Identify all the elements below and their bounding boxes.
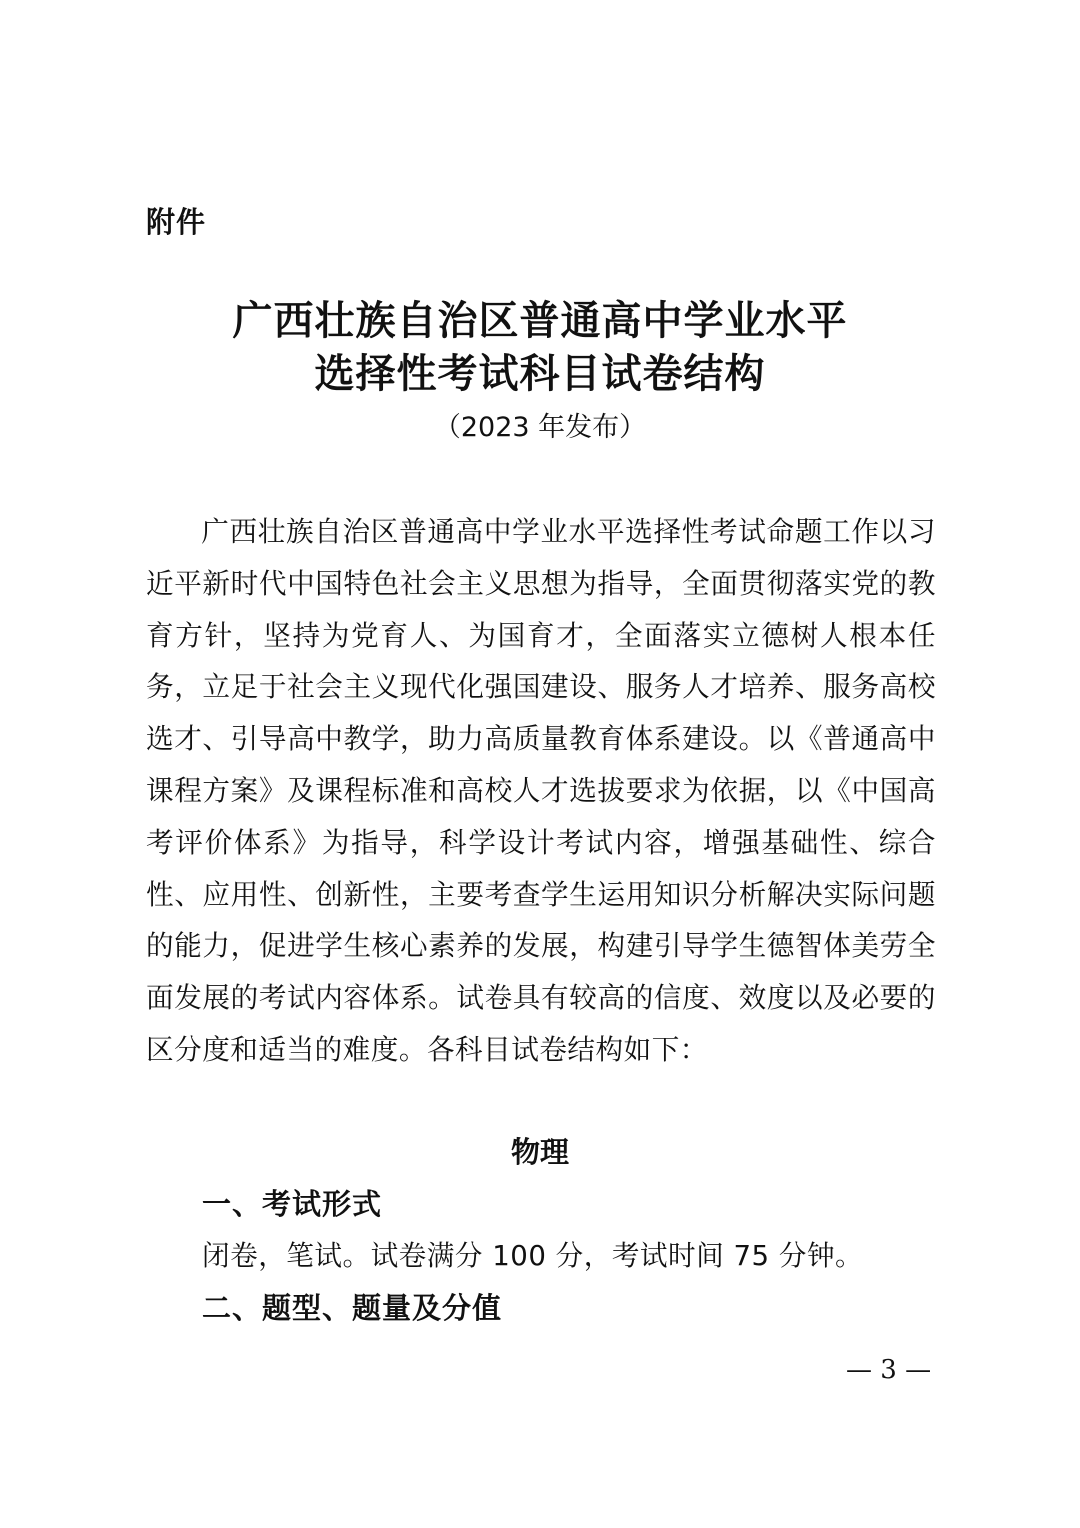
subject-title: 物理 [510, 1135, 569, 1169]
document-title-line-2: 选择性考试科目试卷结构 [314, 350, 766, 397]
exam-format-text: 闭卷，笔试。试卷满分 100 分，考试时间 75 分钟。 [202, 1239, 864, 1272]
attachment-label: 附件 [146, 205, 207, 239]
release-note: （2023 年发布） [433, 412, 647, 443]
section-heading-question-types: 二、题型、题量及分值 [202, 1291, 503, 1325]
page-number: — 3 — [846, 1355, 932, 1385]
document-title-line-1: 广西壮族自治区普通高中学业水平 [232, 297, 848, 344]
section-heading-exam-format: 一、考试形式 [202, 1187, 383, 1221]
intro-paragraph: 广西壮族自治区普通高中学业水平选择性考试命题工作以习近平新时代中国特色社会主义思想为指导，全面贯彻落实党的教育方针，坚持为党育人、为国育才，全面落实立德树人根本任务，立足于社会主义现代化强国建设、服务人才培养、服务高校选才、引导高中教学，助力高质量教育体系建设。以《普通高中课程方案》及课程标准和高校人才选拔要求为依据，以《中国高考评价体系》为指导，科学设计考试内容，增强基础性、综合性、应用性、创新性，主要考查学生运用知识分析解决实际问题的能力，促进学生核心素养的发展，构建引导学生德智体美劳全面发展的考试内容体系。试卷具有较高的信度、效度以及必要的区分度和适当的难度。各科目试卷结构如下： [146, 515, 936, 1066]
